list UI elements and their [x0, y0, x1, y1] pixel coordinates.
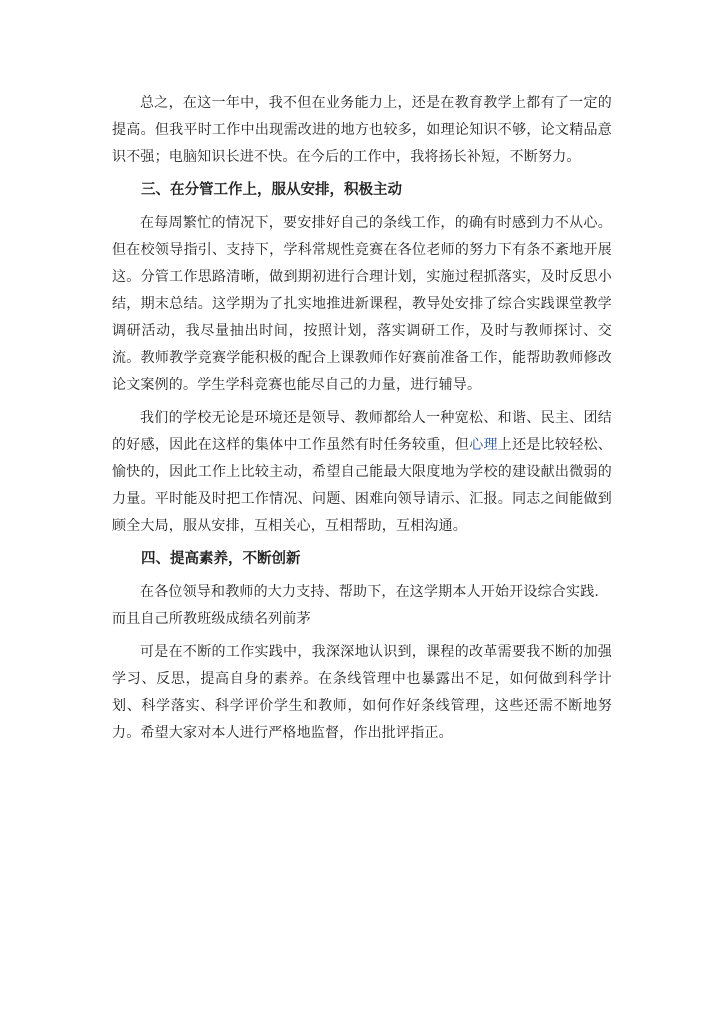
document-body [112, 90, 612, 747]
paragraph-management-work: 在每周繁忙的情况下，要安排好自己的条线工作，的确有时感到力不从心。但在校领导指引、支持下，学科常规性竞赛在各位老师的努力下有条不紊地开展这。分管工作思路清晰，做到期初进行合理计划，实施过程抓落实，及时反思小结，期末总结。这学期为了扎实地推进新课程，教导处安排了综合实践课堂教学调研活动，我尽量抽出时间，按照计划，落实调研工作，及时与教师探讨、交流。教师教学竞赛学能积极的配合上课教师作好赛前准备工作，能帮助教师修改论文案例的。学生学科竞赛也能尽自己的力量，进行辅导。 [112, 215, 612, 393]
paragraph-reflection: 可是在不断的工作实践中，我深深地认识到，课程的改革需要我不断的加强学习、反思，提高自身的素养。在条线管理中也暴露出不足，如何做到科学计划、科学落实、科学评价学生和教师，如何作好条线管理，这些还需不断地努力。希望大家对本人进行严格地监督，作出批评指正。 [112, 644, 612, 741]
paragraph-school-environment [112, 405, 612, 540]
paragraph-summary: 总之，在这一年中，我不但在业务能力上，还是在教育教学上都有了一定的提高。但我平时工作中出现需改进的地方也较多，如理论知识不够，论文精品意识不强；电脑知识长进不快。在今后的工作中，我将扬长补短，不断努力。 [112, 95, 612, 165]
section-heading-4: 四、提高素养，不断创新 [141, 551, 301, 567]
paragraph-support [112, 579, 612, 633]
paragraph-school-text-b: 上还是比较轻松、愉快的，因此工作上比较主动，希望自己能最大限度地为学校的建设献出微弱的力量。平时能及时把工作情况、问题、困难向领导请示、汇报。同志之间能做到顾全大局，服从安排，互相关心，互相帮助，互相沟通。 [112, 437, 612, 534]
psychology-link[interactable]: 心理 [469, 437, 498, 453]
section-heading-3: 三、在分管工作上，服从安排，积极主动 [141, 182, 402, 198]
support-line-1: 在各位领导和教师的大力支持、帮助下，在这学期本人开始开设综合实践. [140, 584, 600, 600]
paragraph-school-text-a: 我们的学校无论是环境还是领导、教师都给人一种宽松、和谐、民主、团结的好感，因此在这样的集体中工作虽然有时任务较重，但 [112, 410, 612, 453]
support-line-2: 而且自己所教班级成绩名列前茅 [112, 611, 311, 627]
